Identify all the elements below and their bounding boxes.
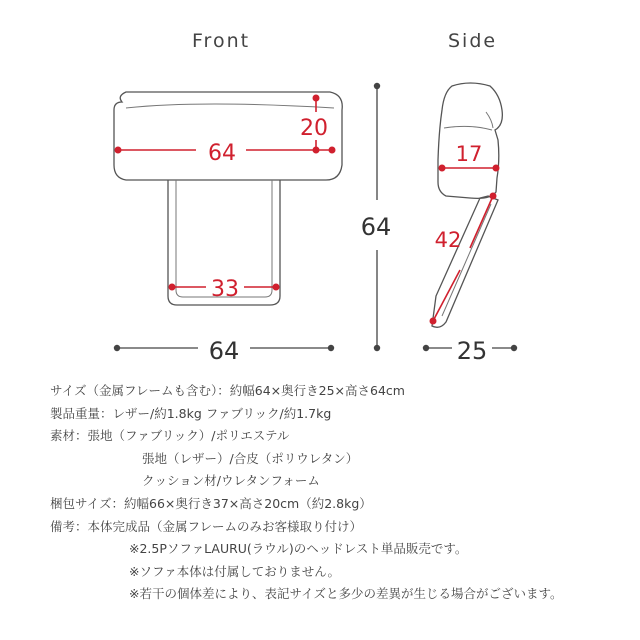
side-cushion-outline [438, 83, 502, 198]
side-total-depth-value: 25 [456, 337, 488, 365]
spec-note-1: ※2.5PソファLAURU(ラウル)のヘッドレスト単品販売です。 [129, 541, 468, 557]
spec-material-2: 張地（レザー）/合皮（ポリウレタン） [142, 450, 359, 466]
spec-material-1: 素材：張地（ファブリック）/ポリエステル [50, 428, 290, 444]
spec-note-2: ※ソファ本体は付属しておりません。 [129, 563, 340, 579]
total-height-value: 64 [360, 213, 392, 241]
front-view-label: Front [192, 30, 251, 52]
side-depth-value: 17 [455, 142, 483, 166]
spec-size: サイズ（金属フレームも含む）：約幅64×奥行き25×高さ64cm [50, 383, 405, 398]
spec-weight: 製品重量：レザー/約1.8kg ファブリック/約1.7kg [50, 405, 332, 421]
side-frame-outline [432, 196, 498, 327]
side-leg-length-value: 42 [434, 228, 462, 252]
spec-material-3: クッション材/ウレタンフォーム [142, 473, 320, 489]
front-total-width-value: 64 [208, 337, 240, 365]
side-view-label: Side [448, 30, 498, 52]
front-height-value: 20 [300, 116, 328, 141]
spec-package: 梱包サイズ：約幅66×奥行き37×高さ20cm（約2.8kg） [50, 495, 372, 511]
spec-remarks: 備考：本体完成品（金属フレームのみお客様取り付け） [50, 518, 363, 534]
front-inner-width-value: 64 [208, 141, 236, 166]
spec-list [50, 380, 562, 606]
side-leg-length-dimension [430, 193, 497, 325]
front-leg-width-value: 33 [211, 277, 239, 302]
spec-note-3: ※若干の個体差により、表記サイズと多少の差異が生じる場合がございます。 [129, 586, 563, 602]
side-view-drawing [432, 83, 502, 327]
